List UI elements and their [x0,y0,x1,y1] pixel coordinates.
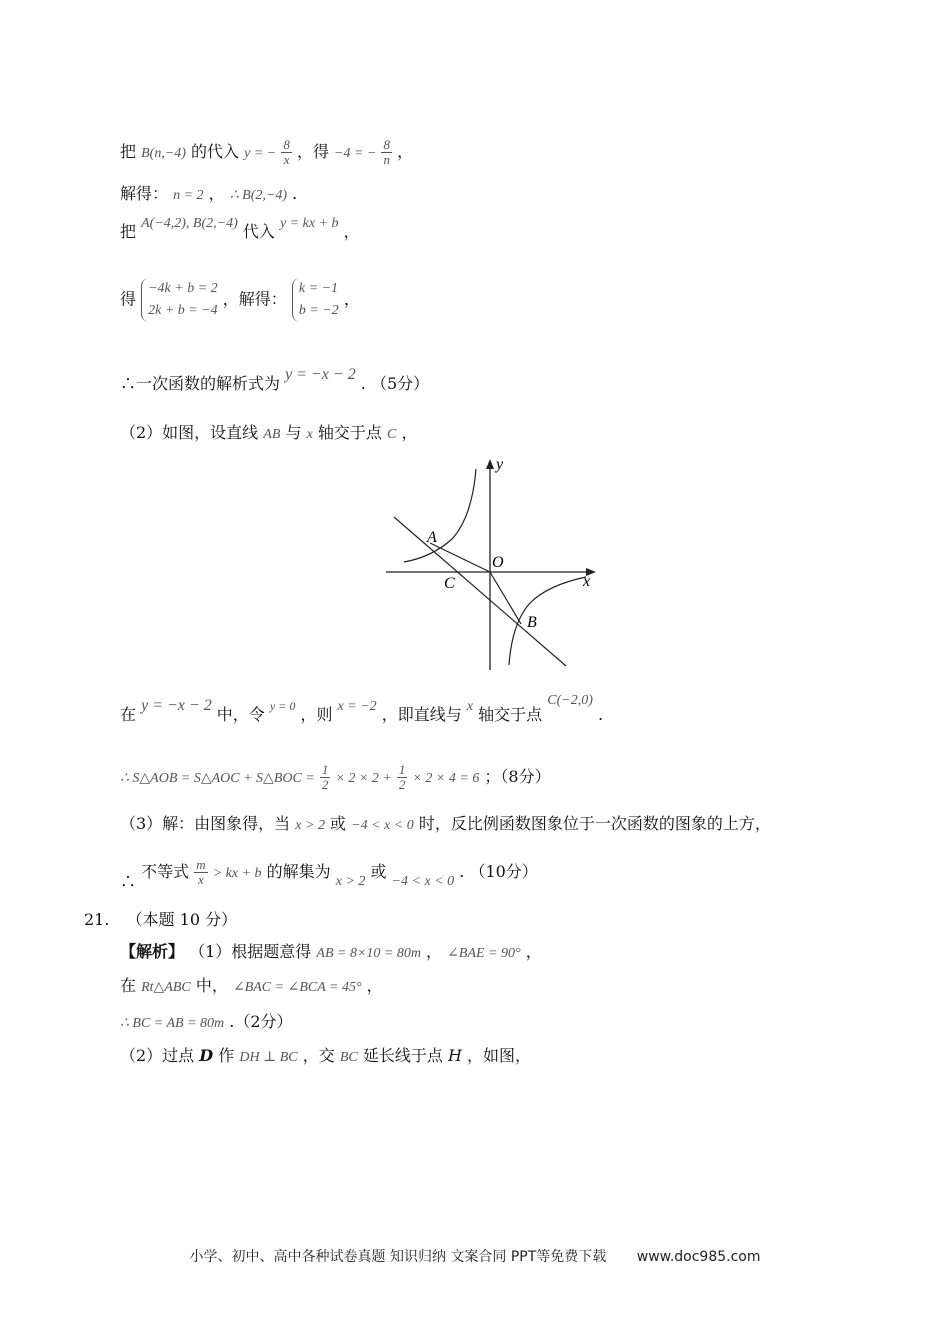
text: 把 [120,222,137,241]
text: 作 [218,1046,235,1065]
equation: b = −2 [298,303,339,318]
text: 代入 [242,222,275,241]
segment-ob [490,572,521,624]
equation: 2k + b = −4 [148,303,218,318]
text: ，则 [300,705,333,724]
text: ，交 [302,1046,335,1065]
page-footer [0,1246,950,1266]
math-expression: ∠BAC = ∠BCA = 45° [232,980,362,995]
fraction [381,138,392,167]
math-points: A(−4,2), B(2,−4) [141,216,238,231]
analysis-tag: 【解析】 [120,942,185,961]
solution-line-5 [120,366,430,395]
numerator: 8 [283,137,290,152]
math-point-c: C(−2,0) [547,693,593,708]
solution-line-7 [120,693,604,727]
math-expression: ∠BAE = 90° [447,946,521,961]
text: ， [401,423,418,442]
equation-system [141,278,218,322]
question-title: （本题 10 分） [126,910,238,929]
label-y: y [496,456,504,473]
math-symbol: C [387,427,397,442]
coordinate-figure [380,455,610,675]
math-expression: DH ⊥ BC [239,1050,298,1065]
text: 时，反比例函数图象位于一次函数的图象的上方， [418,814,771,833]
solution-line-10 [120,857,538,891]
label-a: A [427,529,437,546]
footer-url[interactable]: www.doc985.com [636,1249,761,1265]
text: 或 [370,862,387,881]
text: 中， [195,976,228,995]
text: ， [343,222,360,241]
text: ， [397,142,414,161]
text: ， [366,976,383,995]
math-symbol: D [199,1046,214,1065]
label-b: B [527,614,537,631]
equation: k = −1 [298,281,338,296]
question-number: 21. [84,910,110,929]
math-expression: n = 2 [173,188,204,203]
solution-line-13 [120,1012,293,1034]
numerator: m [196,857,206,872]
math-expression: × 2 × 2 + [335,771,392,786]
fraction [320,763,331,792]
hyperbola-branch-right [509,577,586,665]
solution-line-14 [120,1046,531,1068]
numerator: 8 [383,137,390,152]
text: 延长线于点 [362,1046,443,1065]
numerator: 1 [321,762,329,777]
text: 轴交于点 [317,423,382,442]
denominator: 2 [398,777,406,792]
text: 中，令 [216,705,265,724]
text: （2）过点 [120,1046,195,1065]
text: （3）解：由图象得，当 [120,814,291,833]
math-expression: x = −2 [337,699,377,714]
math-expression: y = −x − 2 [141,697,212,714]
math-point-b: B(n,−4) [141,146,186,161]
solution-line-1 [120,138,413,167]
segment-oa [430,543,490,572]
math-expression: −4 < x < 0 [351,818,414,833]
solution-line-6 [120,423,417,445]
math-expression: > kx + b [212,866,262,881]
text: ，得 [296,142,329,161]
math-expression: ∴ S△AOB = S△AOC + S△BOC = [120,771,315,786]
text: . [292,184,298,203]
text: ， [208,184,225,203]
denominator: 2 [321,777,329,792]
question-21-heading [84,907,237,930]
label-c: C [444,575,455,592]
therefore-symbol: ∴ [120,872,137,891]
text: .（2分） [229,1012,293,1031]
fraction [194,858,207,887]
denominator: x [194,872,207,887]
numerator: 1 [398,762,406,777]
math-expression: y = 0 [269,699,296,713]
math-expression: AB = 8×10 = 80m [316,946,421,961]
text: 在 [120,705,137,724]
footer-text: 小学、初中、高中各种试卷真题 知识归纳 文案合同 PPT等免费下载 [189,1249,607,1265]
text: ，解得： [222,289,287,309]
text: ；（8分） [484,767,551,786]
text: 不等式 [141,862,190,881]
math-expression: x > 2 [335,874,366,889]
text: 的解集为 [266,862,331,881]
text: ，即直线与 [381,705,462,724]
label-o: O [492,554,504,571]
math-expression: ∴ BC = AB = 80m [120,1016,225,1031]
label-x: x [583,573,591,590]
math-expression: −4 = − [334,146,377,161]
text: 轴交于点 [478,705,543,724]
solution-line-11 [120,942,542,964]
text: 在 [120,976,137,995]
solution-line-8 [120,763,551,792]
text: ， [343,289,360,309]
math-expression: y = − [244,146,277,161]
math-expression: × 2 × 4 = 6 [412,771,480,786]
solution-line-3 [120,216,360,244]
text: ∴一次函数的解析式为 [120,374,281,393]
text: （2）如图，设直线 [120,423,259,442]
text: 解得： [120,184,169,203]
denominator: n [383,152,390,167]
solution-line-4 [120,278,360,322]
text: . （5分） [360,374,430,393]
math-symbol: BC [339,1050,358,1065]
text: 把 [120,142,137,161]
fraction [281,138,292,167]
y-axis-arrow [486,459,494,469]
math-symbol: x [306,427,313,442]
math-expression: −4 < x < 0 [391,874,455,889]
text: ， [525,942,542,961]
equation: −4k + b = 2 [148,281,218,296]
solution-line-12 [120,976,383,998]
solution-line-2 [120,184,297,206]
solution-line-9 [120,814,771,836]
text: （1）根据题意得 [189,942,312,961]
math-symbol: x [466,699,474,714]
text: ，如图， [466,1046,531,1065]
solution-system [292,278,339,322]
math-expression: ∴ B(2,−4) [229,188,287,203]
text: 或 [330,814,347,833]
text: 的代入 [191,142,240,161]
math-expression: x > 2 [295,818,325,833]
text: ， [426,942,443,961]
math-expression: Rt△ABC [141,980,191,995]
math-symbol: H [447,1046,462,1065]
denominator: x [281,152,292,167]
text: . （10分） [459,862,538,881]
text: 与 [285,423,302,442]
text: 得 [120,289,137,309]
math-symbol: AB [263,427,281,442]
math-expression: y = −x − 2 [285,366,356,383]
line-ab [394,517,566,666]
fraction [397,763,408,792]
math-expression: y = kx + b [279,216,339,231]
text: . [597,705,604,724]
